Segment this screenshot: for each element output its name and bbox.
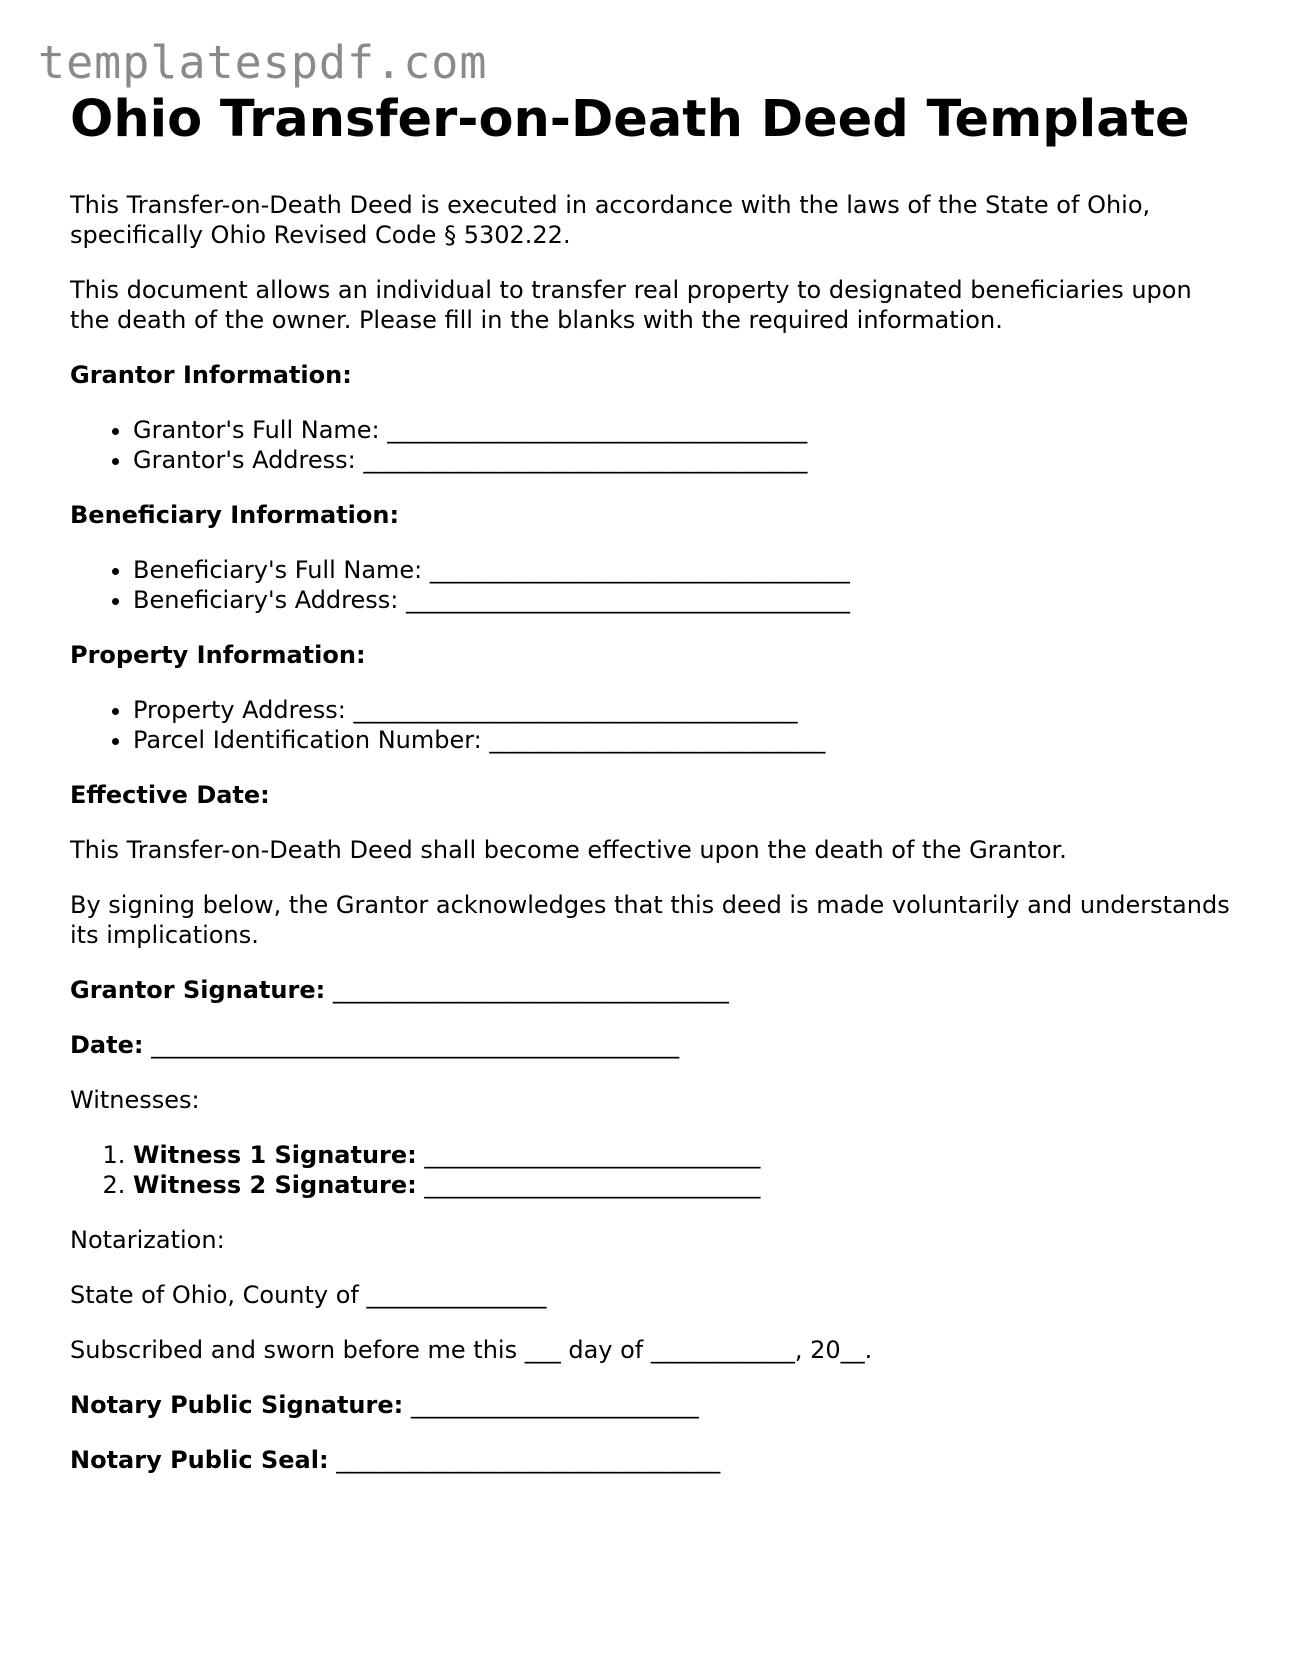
notary-signature-label: Notary Public Signature: bbox=[70, 1391, 404, 1419]
beneficiary-list bbox=[70, 555, 1230, 615]
notary-signature-line[interactable] bbox=[70, 1390, 1230, 1420]
date-blank[interactable]: ____________________________________________ bbox=[151, 1031, 680, 1059]
property-list bbox=[70, 695, 1230, 755]
notarization-heading: Notarization: bbox=[70, 1226, 225, 1254]
watermark: templatespdf.com bbox=[38, 36, 488, 89]
witness-2-blank[interactable]: ____________________________ bbox=[424, 1171, 761, 1199]
parcel-id-field[interactable]: • Parcel Identification Number: ____________________________ bbox=[133, 725, 1230, 755]
notary-signature-blank[interactable]: ________________________ bbox=[410, 1391, 699, 1419]
notary-seal-blank[interactable]: ________________________________ bbox=[336, 1446, 721, 1474]
witness-1-blank[interactable]: ____________________________ bbox=[424, 1141, 761, 1169]
property-address-field[interactable]: • Property Address: _____________________________________ bbox=[133, 695, 1230, 725]
page-title: Ohio Transfer-on-Death Deed Template bbox=[70, 90, 1190, 149]
date-line[interactable] bbox=[70, 1030, 1230, 1060]
notary-county-line[interactable]: State of Ohio, County of _______________ bbox=[70, 1281, 547, 1309]
effective-date-heading: Effective Date: bbox=[70, 781, 270, 809]
witnesses-heading: Witnesses: bbox=[70, 1086, 200, 1114]
effective-date-text: This Transfer-on-Death Deed shall become effective upon the death of the Grantor. bbox=[70, 836, 1067, 864]
acknowledgment-text: By signing below, the Grantor acknowledges that this deed is made voluntarily and understands its implications. bbox=[70, 891, 1230, 949]
grantor-signature-blank[interactable]: _________________________________ bbox=[332, 976, 729, 1004]
grantor-signature-label: Grantor Signature: bbox=[70, 976, 326, 1004]
intro-paragraph-1: This Transfer-on-Death Deed is executed in accordance with the laws of the State of Ohio, specifically Ohio Revised Code § 5302.22. bbox=[70, 191, 1151, 249]
date-label: Date: bbox=[70, 1031, 144, 1059]
grantor-list bbox=[70, 415, 1230, 475]
intro-paragraph-2: This document allows an individual to transfer real property to designated beneficiaries upon the death of the owner. Please fill in the blanks with the required information. bbox=[70, 276, 1192, 334]
witness-1-label: Witness 1 Signature: bbox=[133, 1141, 417, 1169]
witness-2-signature-line[interactable] bbox=[133, 1170, 1230, 1200]
grantor-full-name-field[interactable]: • Grantor's Full Name: ___________________________________ bbox=[133, 415, 1230, 445]
property-heading: Property Information: bbox=[70, 641, 366, 669]
witness-2-label: Witness 2 Signature: bbox=[133, 1171, 417, 1199]
witness-list bbox=[70, 1140, 1230, 1200]
witness-1-signature-line[interactable] bbox=[133, 1140, 1230, 1170]
beneficiary-full-name-field[interactable]: • Beneficiary's Full Name: ___________________________________ bbox=[133, 555, 1230, 585]
grantor-signature-line[interactable] bbox=[70, 975, 1230, 1005]
notary-seal-label: Notary Public Seal: bbox=[70, 1446, 329, 1474]
document-body bbox=[70, 88, 1230, 1500]
grantor-address-field[interactable]: • Grantor's Address: _____________________________________ bbox=[133, 445, 1230, 475]
notary-seal-line[interactable] bbox=[70, 1445, 1230, 1475]
beneficiary-address-field[interactable]: • Beneficiary's Address: _____________________________________ bbox=[133, 585, 1230, 615]
beneficiary-heading: Beneficiary Information: bbox=[70, 501, 400, 529]
notary-sworn-line[interactable]: Subscribed and sworn before me this ___ day of ____________, 20__. bbox=[70, 1336, 873, 1364]
grantor-heading: Grantor Information: bbox=[70, 361, 352, 389]
